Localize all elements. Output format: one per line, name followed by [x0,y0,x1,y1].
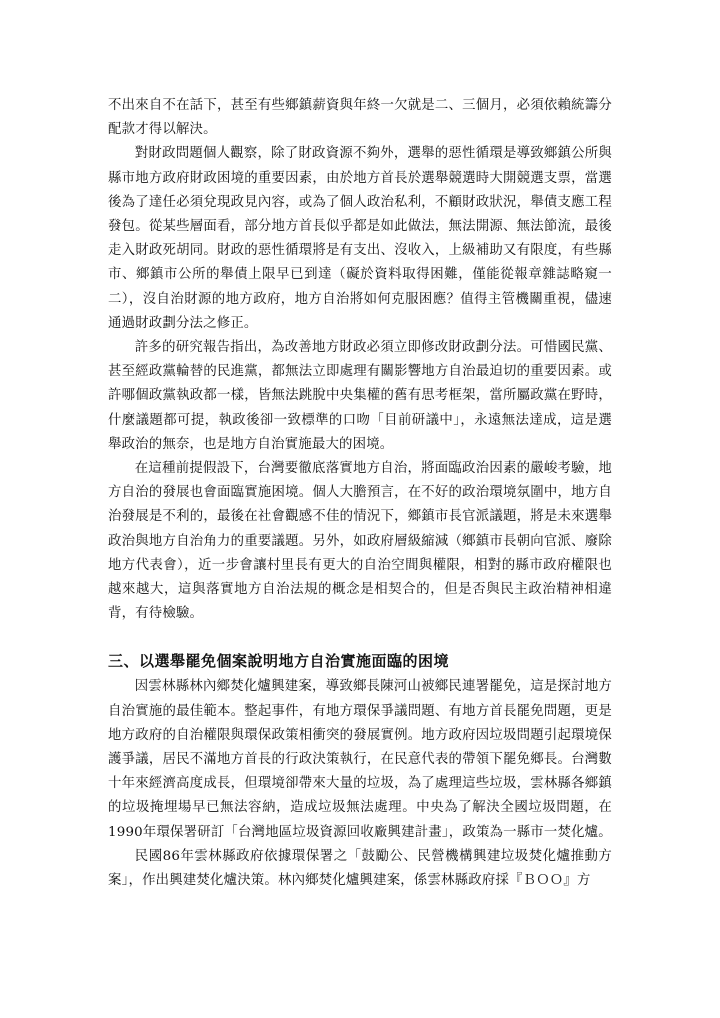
section-heading: 三、以選舉罷免個案說明地方自治實施面臨的困境 [108,652,450,671]
paragraph-budget-arrears: 不出來自不在話下，甚至有些鄉鎮薪資與年終一欠就是二、三個月，必須依賴統籌分配款才得以解決。 [108,98,612,138]
paragraph-election-cycle: 對財政問題個人觀察，除了財政資源不夠外，選舉的惡性循環是導致鄉鎮公所與縣市地方政府財政困境的重要因素，由於地方首長於選舉競選時大開競選支票，當選後為了達任必須兌現政見內容，或為了個人政治私利，不顧財政狀況，舉債支應工程發包。從某些層面看，部分地方首長似乎都是如此做法，無法開源、無法節流，最後走入財政死胡同。財政的惡性循環將是有支出、沒收入，上級補助又有限度，有些縣市、鄉鎮市公所的舉債上限早已到達（礙於資料取得困難，僅能從報章雜誌略窺一二），沒自治財源的地方政府，地方自治將如何克服困應？值得主管機關重視，儘速通過財政劃分法之修正。 [108,146,612,331]
paragraph-incinerator-decision: 民國86年雲林縣政府依據環保署之「鼓勵公、民營機構興建垃圾焚化爐推動方案」，作出興建焚化爐決策。林內鄉焚化爐興建案，係雲林縣政府採『ＢＯＯ』方 [108,848,612,889]
paragraph-political-challenge: 在這種前提假設下，台灣要徹底落實地方自治，將面臨政治因素的嚴峻考驗，地方自治的發展也會面臨實施困境。個人大膽預言，在不好的政治環境氛圍中，地方自治發展是不利的，最後在社會觀感不佳的情況下，鄉鎮市長官派議題，將是未來選舉政治與地方自治角力的重要議題。另外，如政府層級縮減（鄉鎮市長朝向官派、廢除地方代表會），近一步會讓村里長有更大的自治空間與權限，相對的縣市政府權限也越來越大，這與落實地方自治法規的概念是相契合的，但是否與民主政治精神相違背，有待檢驗。 [108,461,612,622]
document-page [108,94,612,893]
paragraph-fiscal-reform: 許多的研究報告指出，為改善地方財政必須立即修改財政劃分法。可惜國民黨、甚至經政黨輪替的民進黨，都無法立即處理有關影響地方自治最迫切的重要因素。或許哪個政黨執政都一樣，皆無法跳脫中央集權的舊有思考框架，當所屬政黨在野時，什麼議題都可提，執政後卻一致標準的口吻「目前研議中」，永遠無法達成，這是選舉政治的無奈，也是地方自治實施最大的困境。 [108,340,612,452]
paragraph-linnei-case: 因雲林縣林內鄉焚化爐興建案，導致鄉長陳河山被鄉民連署罷免，這是探討地方自治實施的最佳範本。整起事件，有地方環保爭議問題、有地方首長罷免問題，更是地方政府的自治權限與環保政策相衝突的發展實例。地方政府因垃圾問題引起環境保護爭議，居民不滿地方首長的行政決策執行，在民意代表的帶領下罷免鄉長。台灣數十年來經濟高度成長，但環境卻帶來大量的垃圾，為了處理這些垃圾，雲林縣各鄉鎮的垃圾掩埋場早已無法容納，造成垃圾無法處理。中央為了解決全國垃圾問題，在1990年環保署研訂「台灣地區垃圾資源回收廠興建計畫」，政策為一縣市一焚化爐。 [108,679,612,840]
